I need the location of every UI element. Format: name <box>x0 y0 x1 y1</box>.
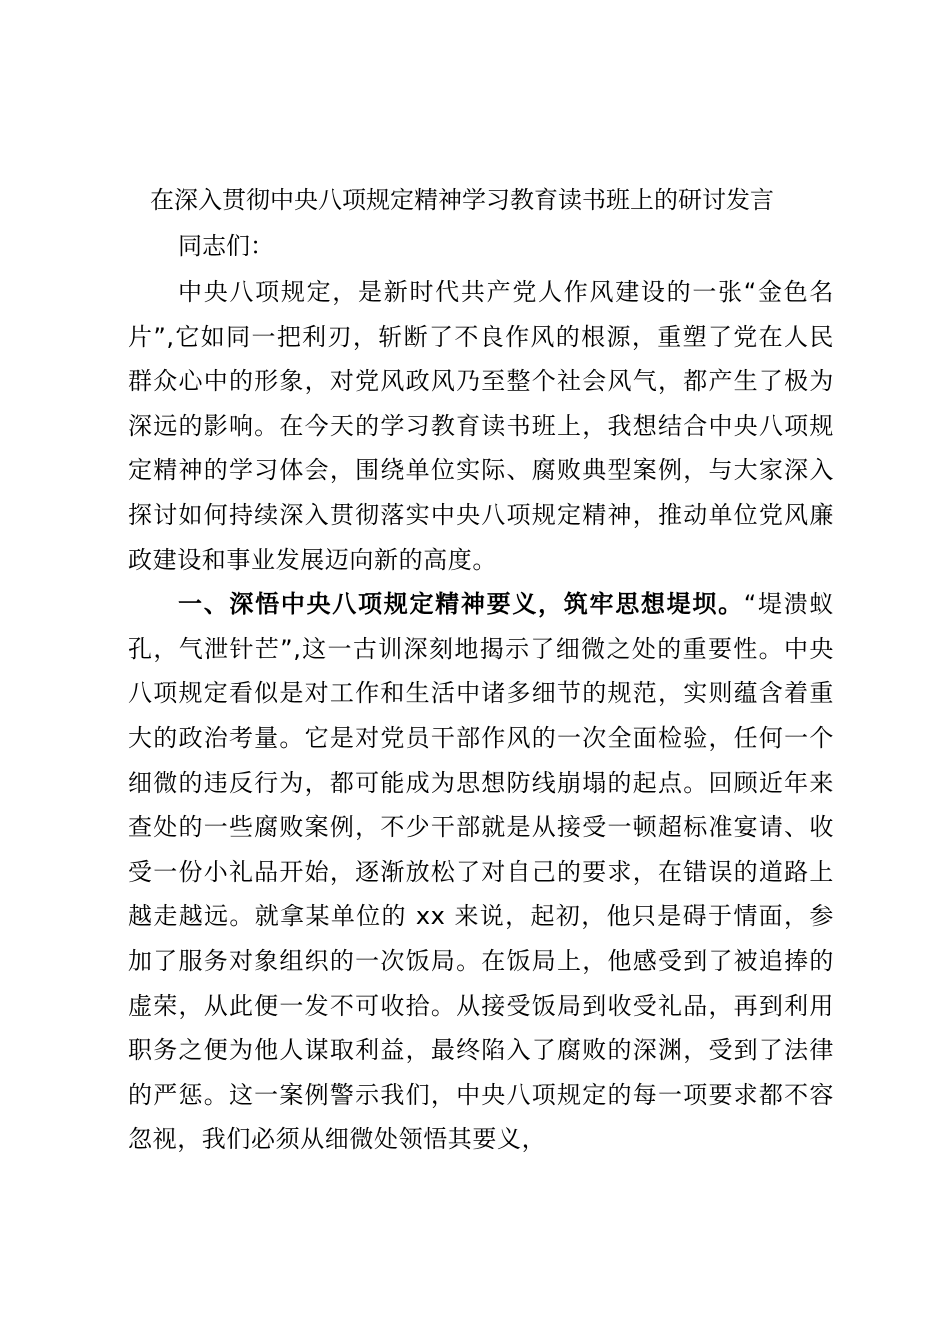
paragraph-intro <box>128 270 834 582</box>
paragraph-section-one <box>128 582 834 1162</box>
paragraph-intro-text: 中央八项规定，是新时代共产党人作风建设的一张“金色名片”,它如同一把利刃，斩断了不良作风的根源，重塑了党在人民群众心中的形象，对党风政风乃至整个社会风气，都产生了极为深远的影响。在今天的学习教育读书班上，我想结合中央八项规定精神的学习体会，围绕单位实际、腐败典型案例，与大家深入探讨如何持续深入贯彻落实中央八项规定精神，推动单位党风廉政建设和事业发展迈向新的高度。 <box>128 278 834 574</box>
section-one-heading: 一、深悟中央八项规定精神要义，筑牢思想堤坝。 <box>178 590 744 619</box>
section-one-text: “堤溃蚁孔，气泄针芒”,这一古训深刻地揭示了细微之处的重要性。中央八项规定看似是对工作和生活中诸多细节的规范，实则蕴含着重大的政治考量。它是对党员干部作风的一次全面检验，任何一个细微的违反行为，都可能成为思想防线崩塌的起点。回顾近年来查处的一些腐败案例，不少干部就是从接受一顿超标准宴请、收受一份小礼品开始，逐渐放松了对自己的要求，在错误的道路上越走越远。就拿某单位的 xx 来说，起初，他只是碍于情面，参加了服务对象组织的一次饭局。在饭局上，他感受到了被追捧的虚荣，从此便一发不可收拾。从接受饭局到收受礼品，再到利用职务之便为他人谋取利益，最终陷入了腐败的深渊，受到了法律的严惩。这一案例警示我们，中央八项规定的每一项要求都不容忽视，我们必须从细微处领悟其要义， <box>128 590 834 1154</box>
document-body <box>128 270 834 1162</box>
salutation: 同志们： <box>178 232 274 260</box>
document-title: 在深入贯彻中央八项规定精神学习教育读书班上的研讨发言 <box>150 186 774 214</box>
